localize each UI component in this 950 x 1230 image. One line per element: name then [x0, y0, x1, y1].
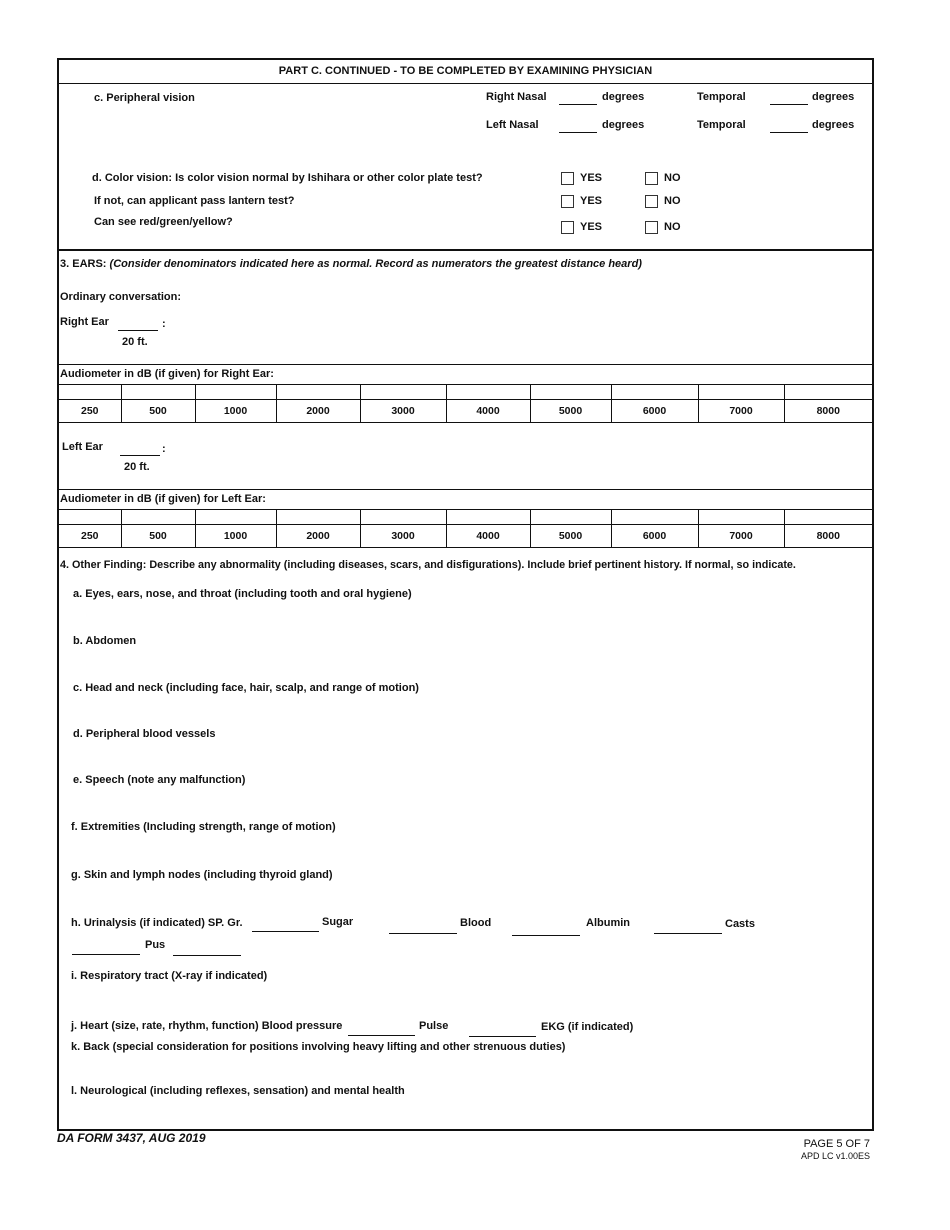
audiometer-left-cell[interactable] [530, 510, 611, 525]
frequency-label: 3000 [360, 400, 446, 423]
degrees-label: degrees [602, 119, 645, 131]
degrees-label: degrees [602, 91, 645, 103]
audiometer-right-values-row [59, 385, 872, 400]
sugar-field[interactable] [389, 933, 457, 934]
peripheral-vision-label: c. Peripheral vision [94, 92, 195, 104]
frequency-label: 7000 [698, 525, 784, 548]
section-title: PART C. CONTINUED - TO BE COMPLETED BY EXAMINING PHYSICIAN [278, 65, 653, 77]
right-ear-numerator-field[interactable] [118, 330, 158, 331]
finding-peripheral-vessels: d. Peripheral blood vessels [73, 728, 216, 740]
frequency-label: 3000 [360, 525, 446, 548]
frequency-label: 5000 [530, 400, 611, 423]
ratio-colon: : [162, 318, 166, 330]
color-vision-question: d. Color vision: Is color vision normal by Ishihara or other color plate test? [92, 172, 483, 184]
frequency-label: 1000 [195, 525, 276, 548]
right-ear-denominator: 20 ft. [122, 336, 148, 348]
left-nasal-label: Left Nasal [486, 119, 539, 131]
ekg-label: EKG (if indicated) [541, 1021, 634, 1033]
other-finding-heading: 4. Other Finding: Describe any abnormality (including diseases, scars, and disfigurations). Include brief pertinent history. If normal, so indicate. [60, 559, 796, 571]
finding-abdomen: b. Abdomen [73, 635, 137, 647]
ears-heading [60, 258, 642, 271]
audiometer-left-cell[interactable] [276, 510, 360, 525]
color-plate-no-checkbox[interactable] [645, 172, 658, 185]
right-ear-label: Right Ear [60, 316, 109, 328]
audiometer-left-cell[interactable] [360, 510, 446, 525]
sugar-label: Sugar [322, 916, 354, 928]
casts-field[interactable] [72, 954, 140, 955]
finding-speech: e. Speech (note any malfunction) [73, 774, 246, 786]
audiometer-left-frequency-row [59, 525, 872, 548]
left-ear-denominator: 20 ft. [124, 461, 150, 473]
blood-label: Blood [460, 917, 492, 929]
audiometer-left-cell[interactable] [446, 510, 530, 525]
form-version: APD LC v1.00ES [800, 1151, 870, 1161]
frequency-label: 2000 [276, 525, 360, 548]
audiometer-right-frequency-row [59, 400, 872, 423]
finding-respiratory: i. Respiratory tract (X-ray if indicated) [71, 970, 268, 982]
frequency-label: 250 [59, 400, 121, 423]
finding-eent: a. Eyes, ears, nose, and throat (including tooth and oral hygiene) [73, 588, 412, 600]
form-frame [57, 58, 874, 1131]
finding-neurological: l. Neurological (including reflexes, sensation) and mental health [71, 1085, 405, 1097]
audiometer-right-cell[interactable] [195, 385, 276, 400]
frequency-label: 1000 [195, 400, 276, 423]
finding-skin-lymph: g. Skin and lymph nodes (including thyroid gland) [71, 869, 333, 881]
frequency-label: 8000 [784, 400, 872, 423]
lantern-yes-checkbox[interactable] [561, 195, 574, 208]
right-nasal-label: Right Nasal [486, 91, 547, 103]
audiometer-right-cell[interactable] [121, 385, 195, 400]
audiometer-right-cell[interactable] [784, 385, 872, 400]
audiometer-left-cell[interactable] [784, 510, 872, 525]
albumin-field[interactable] [654, 933, 722, 934]
frequency-label: 4000 [446, 525, 530, 548]
audiometer-right-cell[interactable] [446, 385, 530, 400]
audiometer-left-cell[interactable] [611, 510, 698, 525]
page-info [801, 1138, 870, 1162]
blood-field[interactable] [512, 935, 580, 936]
finding-urinalysis-label: h. Urinalysis (if indicated) SP. Gr. [71, 917, 243, 929]
pus-field[interactable] [173, 955, 241, 956]
frequency-label: 500 [121, 400, 195, 423]
frequency-label: 6000 [611, 525, 698, 548]
frequency-label: 8000 [784, 525, 872, 548]
audiometer-right-cell[interactable] [698, 385, 784, 400]
finding-back: k. Back (special consideration for positions involving heavy lifting and other strenuous duties) [71, 1041, 566, 1053]
no-label: NO [664, 172, 681, 184]
pus-label: Pus [145, 939, 166, 951]
ears-heading-note: (Consider denominators indicated here as normal. Record as numerators the greatest distance heard) [109, 258, 642, 270]
audiometer-right-cell[interactable] [530, 385, 611, 400]
frequency-label: 5000 [530, 525, 611, 548]
left-temporal-field[interactable] [770, 132, 808, 133]
audiometer-right-cell[interactable] [611, 385, 698, 400]
divider [59, 249, 872, 251]
frequency-label: 6000 [611, 400, 698, 423]
audiometer-left-cell[interactable] [195, 510, 276, 525]
page-number: PAGE 5 OF 7 [803, 1138, 870, 1150]
right-nasal-field[interactable] [559, 104, 597, 105]
lantern-test-question: If not, can applicant pass lantern test? [94, 195, 295, 207]
audiometer-left-cell[interactable] [121, 510, 195, 525]
yes-label: YES [580, 195, 603, 207]
ratio-colon: : [162, 443, 166, 455]
divider [59, 364, 872, 365]
audiometer-left-label: Audiometer in dB (if given) for Left Ear: [60, 493, 266, 505]
degrees-label: degrees [812, 91, 855, 103]
ordinary-conversation-label: Ordinary conversation: [60, 291, 182, 303]
audiometer-left-table [59, 509, 872, 548]
ears-heading-number: 3. EARS: [60, 258, 107, 270]
temporal-label: Temporal [697, 91, 746, 103]
divider [59, 489, 872, 490]
frequency-label: 250 [59, 525, 121, 548]
temporal-label: Temporal [697, 119, 746, 131]
audiometer-right-cell[interactable] [59, 385, 121, 400]
no-label: NO [664, 195, 681, 207]
blood-pressure-field[interactable] [348, 1035, 415, 1036]
no-label: NO [664, 221, 681, 233]
degrees-label: degrees [812, 119, 855, 131]
yes-label: YES [580, 221, 603, 233]
right-temporal-field[interactable] [770, 104, 808, 105]
audiometer-left-cell[interactable] [59, 510, 121, 525]
audiometer-right-table [59, 384, 872, 423]
finding-extremities: f. Extremities (Including strength, range of motion) [71, 821, 336, 833]
audiometer-right-cell[interactable] [276, 385, 360, 400]
casts-label: Casts [725, 918, 755, 930]
finding-head-neck: c. Head and neck (including face, hair, scalp, and range of motion) [73, 682, 419, 694]
audiometer-left-values-row [59, 510, 872, 525]
rgy-no-checkbox[interactable] [645, 221, 658, 234]
red-green-yellow-question: Can see red/green/yellow? [94, 216, 233, 228]
audiometer-right-cell[interactable] [360, 385, 446, 400]
frequency-label: 2000 [276, 400, 360, 423]
frequency-label: 7000 [698, 400, 784, 423]
pulse-label: Pulse [419, 1020, 449, 1032]
left-ear-label: Left Ear [62, 441, 103, 453]
frequency-label: 4000 [446, 400, 530, 423]
color-plate-yes-checkbox[interactable] [561, 172, 574, 185]
finding-heart-label: j. Heart (size, rate, rhythm, function) Blood pressure [71, 1020, 343, 1032]
audiometer-right-label: Audiometer in dB (if given) for Right Ear: [60, 368, 274, 380]
left-ear-numerator-field[interactable] [120, 455, 160, 456]
lantern-no-checkbox[interactable] [645, 195, 658, 208]
rgy-yes-checkbox[interactable] [561, 221, 574, 234]
frequency-label: 500 [121, 525, 195, 548]
sp-gr-field[interactable] [252, 931, 319, 932]
divider [59, 83, 872, 84]
left-nasal-field[interactable] [559, 132, 597, 133]
pulse-field[interactable] [469, 1036, 536, 1037]
yes-label: YES [580, 172, 603, 184]
albumin-label: Albumin [586, 917, 630, 929]
audiometer-left-cell[interactable] [698, 510, 784, 525]
form-number: DA FORM 3437, AUG 2019 [57, 1131, 206, 1145]
